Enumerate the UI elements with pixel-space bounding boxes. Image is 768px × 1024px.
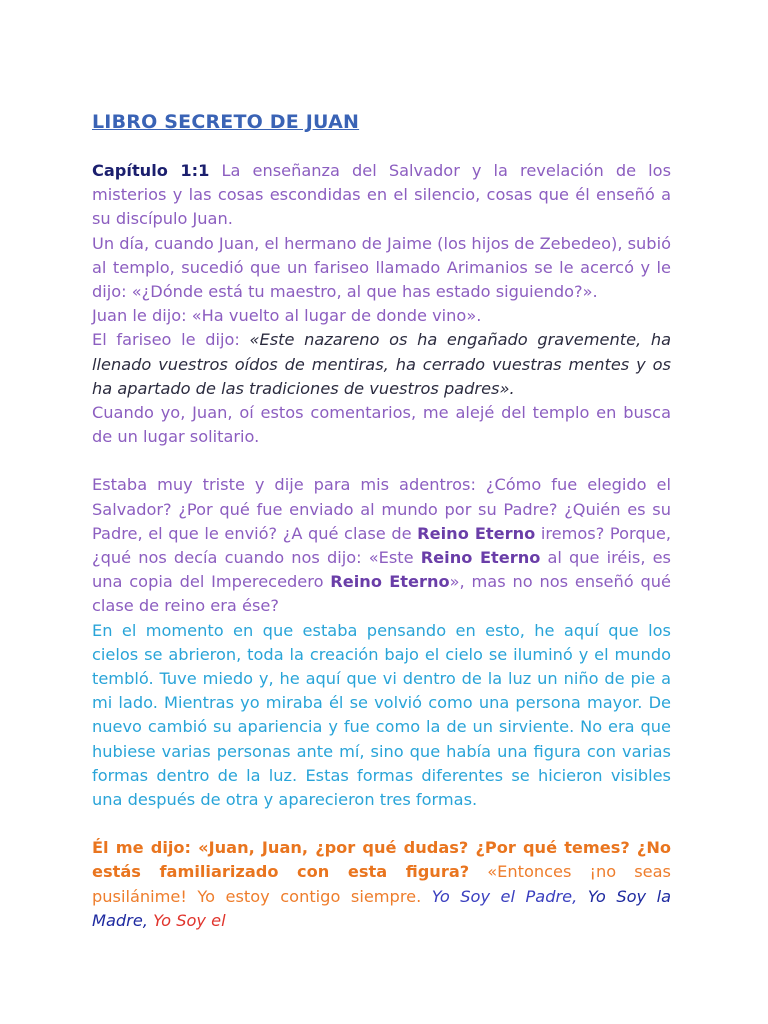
sad-paragraph xyxy=(92,473,671,618)
intro-line-4-lead: El fariseo le dijo: xyxy=(92,330,250,350)
yo-soy-hijo: Yo Soy el xyxy=(147,910,226,930)
sad-text-3: al que iréis, es una copia del Imperecedero xyxy=(92,548,671,592)
intro-paragraph xyxy=(92,159,671,449)
dialog-plain-text: «Entonces ¡no seas pusilánime! Yo estoy contigo siempre. xyxy=(92,862,671,906)
pharisee-quote: «Este nazareno os ha engañado gravemente, ha llenado vuestros oídos de mentiras, ha cerrado vuestras mentes y os ha apartado de las tradiciones de vuestros padres». xyxy=(92,330,672,398)
intro-line-3: Juan le dijo: «Ha vuelto al lugar de donde vino». xyxy=(92,306,482,326)
intro-line-1: La enseñanza del Salvador y la revelación de los misterios y las cosas escondidas en el silencio, cosas que él enseñó a su discípulo Juan. xyxy=(92,161,672,229)
yo-soy-madre: Yo Soy la Madre, xyxy=(92,886,672,930)
vision-paragraph: En el momento en que estaba pensando en esto, he aquí que los cielos se abrieron, toda la creación bajo el cielo se iluminó y el mundo tembló. Tuve miedo y, he aquí que vi dentro de la luz un niño de pie a mi lado. Mientras yo miraba él se volvió como una persona mayor. De nuevo cambió su apariencia y fue como la de un sirviente. No era que hubiese varias personas ante mí, sino que había una figura con varias formas dentro de la luz. Estas formas diferentes se hicieron visibles una después de otra y aparecieron tres formas. xyxy=(92,620,671,810)
chapter-label: Capítulo 1:1 xyxy=(92,161,210,180)
reino-eterno-term: Reino Eterno xyxy=(420,548,541,568)
document-page xyxy=(92,111,671,933)
spacer xyxy=(92,812,671,836)
document-title: LIBRO SECRETO DE JUAN xyxy=(92,111,360,133)
dialog-bold-text: Él me dijo: «Juan, Juan, ¿por qué dudas? ¿Por qué temes? ¿No estás familiarizado con esta figura? xyxy=(92,838,671,882)
yo-soy-padre: Yo Soy el Padre, xyxy=(431,886,578,906)
reino-eterno-term: Reino Eterno xyxy=(330,572,450,592)
sad-text-2: iremos? Porque, ¿qué nos decía cuando nos dijo: «Este xyxy=(92,523,672,568)
intro-line-2: Un día, cuando Juan, el hermano de Jaime (los hijos de Zebedeo), subió al templo, sucedió que un fariseo llamado Arimanios se le acercó y le dijo: «¿Dónde está tu maestro, al que has estado siguiendo?». xyxy=(92,233,671,302)
sad-text-1: Estaba muy triste y dije para mis adentros: ¿Cómo fue elegido el Salvador? ¿Por qué fue enviado al mundo por su Padre? ¿Quién es su Padre, el que le envió? ¿A qué clase de xyxy=(92,475,671,543)
reino-eterno-term: Reino Eterno xyxy=(417,523,536,543)
spacer xyxy=(92,449,671,473)
sad-text-4: », mas no nos enseñó qué clase de reino era ése? xyxy=(92,572,671,616)
intro-line-5: Cuando yo, Juan, oí estos comentarios, me alejé del templo en busca de un lugar solitario. xyxy=(92,403,671,447)
spacer xyxy=(92,133,671,159)
dialog-paragraph xyxy=(92,836,671,933)
